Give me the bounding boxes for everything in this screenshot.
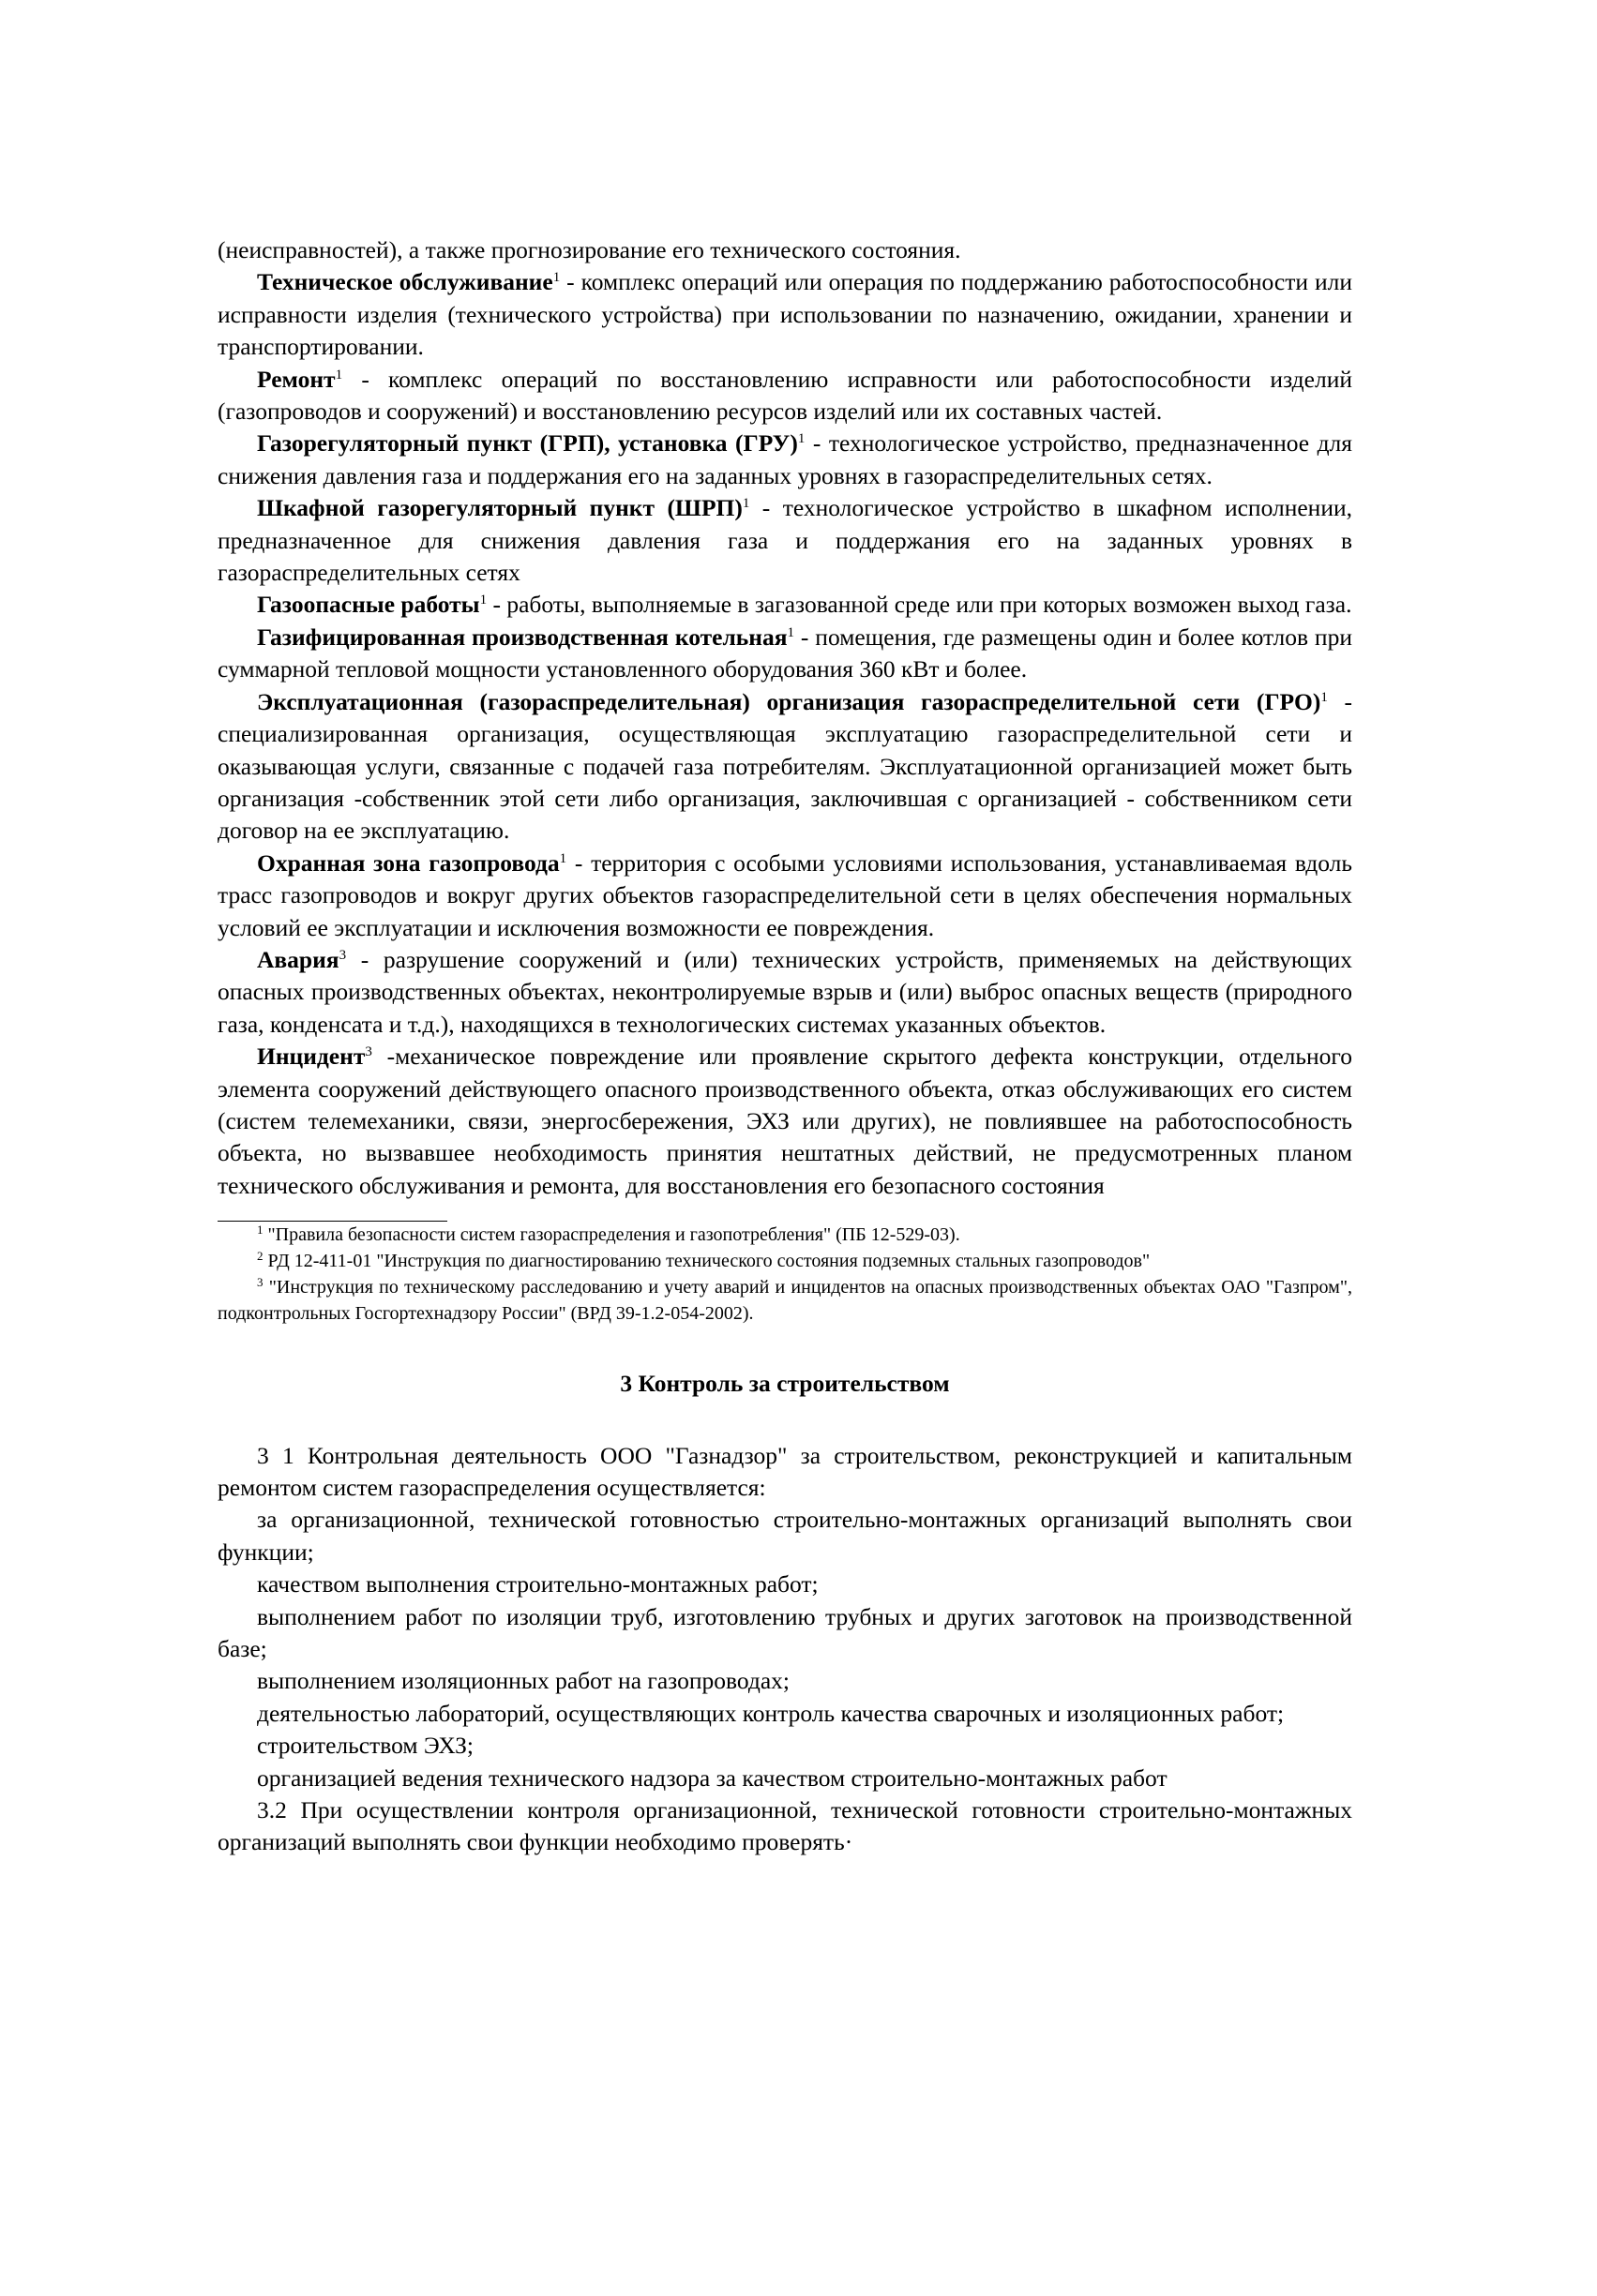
section-list-item: за организационной, технической готовностью строительно-монтажных организаций выполнять свои функции; — [218, 1506, 1352, 1566]
footnote-ref: 1 — [335, 367, 343, 383]
footnote-ref: 3 — [365, 1044, 372, 1060]
footnote-3 — [218, 1274, 1352, 1327]
definition-repair — [218, 364, 1352, 428]
section-list-item: качеством выполнения строительно-монтажных работ; — [257, 1570, 819, 1598]
term: Техническое обслуживание — [257, 268, 553, 296]
term: Охранная зона газопровода — [257, 848, 560, 877]
definition-text: - комплекс операций или операция по поддержанию работоспособности или исправности изделия (технического устройства) при использовании по назначению, ожидании, хранении и транспортировании. — [218, 268, 1352, 361]
definition-accident — [218, 944, 1352, 1041]
definition-text: - разрушение сооружений и (или) технических устройств, применяемых на действующих опасных производственных объектах, неконтролируемые взрыв и (или) выброс опасных веществ (природного газа, конденсата и т.д.), находящихся в технологических системах указанных объектов. — [218, 945, 1352, 1038]
footnote-ref: 1 — [479, 593, 488, 608]
footnote-number: 1 — [257, 1223, 264, 1238]
term: Эксплуатационная (газораспределительная) организация газораспределительной сети (ГРО) — [257, 687, 1321, 715]
continuation-line: (неисправностей), а также прогнозирование его технического состояния. — [218, 236, 961, 263]
section-heading: 3 Контроль за строительством — [620, 1370, 950, 1398]
definition-text: - специализированная организация, осуществляющая эксплуатацию газораспределительной сети и оказывающая услуги, связанные с подачей газа потребителям. Эксплуатационной организацией может быть организация -собственник этой сети либо организация, заключившая с организацией - собственником сети договор на ее эксплуатацию. — [218, 687, 1352, 845]
term: Шкафной газорегуляторный пункт (ШРП) — [257, 494, 743, 522]
definition-text: - помещения, где размещены один и более котлов при суммарной тепловой мощности установленного оборудования 360 кВт и более. — [218, 623, 1352, 683]
definition-text: - технологическое устройство, предназначенное для снижения давления газа и поддержания его на заданных уровнях в газораспределительных сетях. — [218, 429, 1353, 489]
term: Авария — [257, 945, 339, 973]
definition-gro — [218, 686, 1352, 848]
term: Газорегуляторный пункт (ГРП), установка (ГРУ) — [257, 429, 798, 458]
section-list-item: организацией ведения технического надзора за качеством строительно-монтажных работ — [257, 1763, 1168, 1792]
document-page — [218, 234, 1352, 1859]
footnote-ref: 1 — [742, 496, 750, 512]
section-paragraph: 3.2 При осуществлении контроля организационной, технической готовности строительно-монтажных организаций выполнять свои функции необходимо проверять· — [218, 1796, 1352, 1856]
term: Газоопасные работы — [257, 591, 480, 619]
definition-maintenance — [218, 266, 1352, 363]
section-paragraph: 3 1 Контрольная деятельность ООО "Газнадзор" за строительством, реконструкцией и капитальным ремонтом систем газораспределения осуществляется: — [218, 1441, 1352, 1501]
term: Ремонт — [257, 365, 336, 393]
definition-text: - работы, выполняемые в загазованной среде или при которых возможен выход газа. — [487, 591, 1352, 619]
definition-text: - комплекс операций по восстановлению исправности или работоспособности изделий (газопроводов и сооружений) и восстановлению ресурсов изделий или их составных частей. — [218, 365, 1352, 426]
footnote-number: 3 — [257, 1275, 264, 1290]
definition-boiler-house — [218, 622, 1352, 686]
footnote-2 — [218, 1248, 1352, 1274]
section-list-item: выполнением работ по изоляции труб, изготовлению трубных и других заготовок на производственной базе; — [218, 1602, 1352, 1663]
footnote-ref: 1 — [787, 624, 795, 640]
definition-text: -механическое повреждение или проявление скрытого дефекта конструкции, отдельного элемента сооружений действующего опасного производственного объекта, отказ обслуживающих его систем (систем телемеханики, связи, энергосбережения, ЭХЗ или других), не повлиявшее на работоспособность объекта, но вызвавшее необходимость принятия нештатных действий, не предусмотренных планом технического обслуживания и ремонта, для восстановления его безопасного состояния — [218, 1043, 1352, 1199]
definition-protection-zone — [218, 848, 1352, 944]
footnote-ref: 1 — [797, 431, 806, 447]
definition-grp — [218, 428, 1352, 492]
footnote-1 — [218, 1222, 1352, 1248]
footnote-text: РД 12-411-01 "Инструкция по диагностированию технического состояния подземных стальных газопроводов" — [263, 1251, 1151, 1272]
term: Газифицированная производственная котельная — [257, 623, 788, 651]
footnote-text: "Инструкция по техническому расследованию и учету аварий и инцидентов на опасных производственных объектах ОАО "Газпром", подконтрольных Госгортехнадзору России" (ВРД 39-1.2-054-2002). — [218, 1277, 1352, 1325]
footnote-text: "Правила безопасности систем газораспределения и газопотребления" (ПБ 12-529-03). — [263, 1224, 960, 1246]
footnote-ref: 1 — [552, 270, 561, 286]
section-list-item: деятельностью лабораторий, осуществляющих контроль качества сварочных и изоляционных работ; — [257, 1699, 1285, 1727]
definition-incident — [218, 1041, 1352, 1202]
definition-gas-hazardous-work — [218, 589, 1352, 621]
term: Инцидент — [257, 1043, 366, 1071]
footnote-ref: 1 — [1320, 689, 1328, 705]
definition-text: - территория с особыми условиями использования, устанавливаемая вдоль трасс газопроводов и вокруг других объектов газораспределительной сети в целях обеспечения нормальных условий ее эксплуатации и исключения возможности ее повреждения. — [218, 848, 1352, 941]
footnote-ref: 1 — [559, 850, 567, 866]
definition-shrp — [218, 492, 1352, 589]
footnote-ref: 3 — [339, 947, 347, 963]
definition-text: - технологическое устройство в шкафном исполнении, предназначенное для снижения давления газа и поддержания его на заданных уровнях в газораспределительных сетях — [218, 494, 1352, 587]
section-list-item: выполнением изоляционных работ на газопроводах; — [257, 1667, 790, 1695]
footnote-number: 2 — [257, 1249, 264, 1264]
section-list-item: строительством ЭХЗ; — [257, 1732, 475, 1760]
